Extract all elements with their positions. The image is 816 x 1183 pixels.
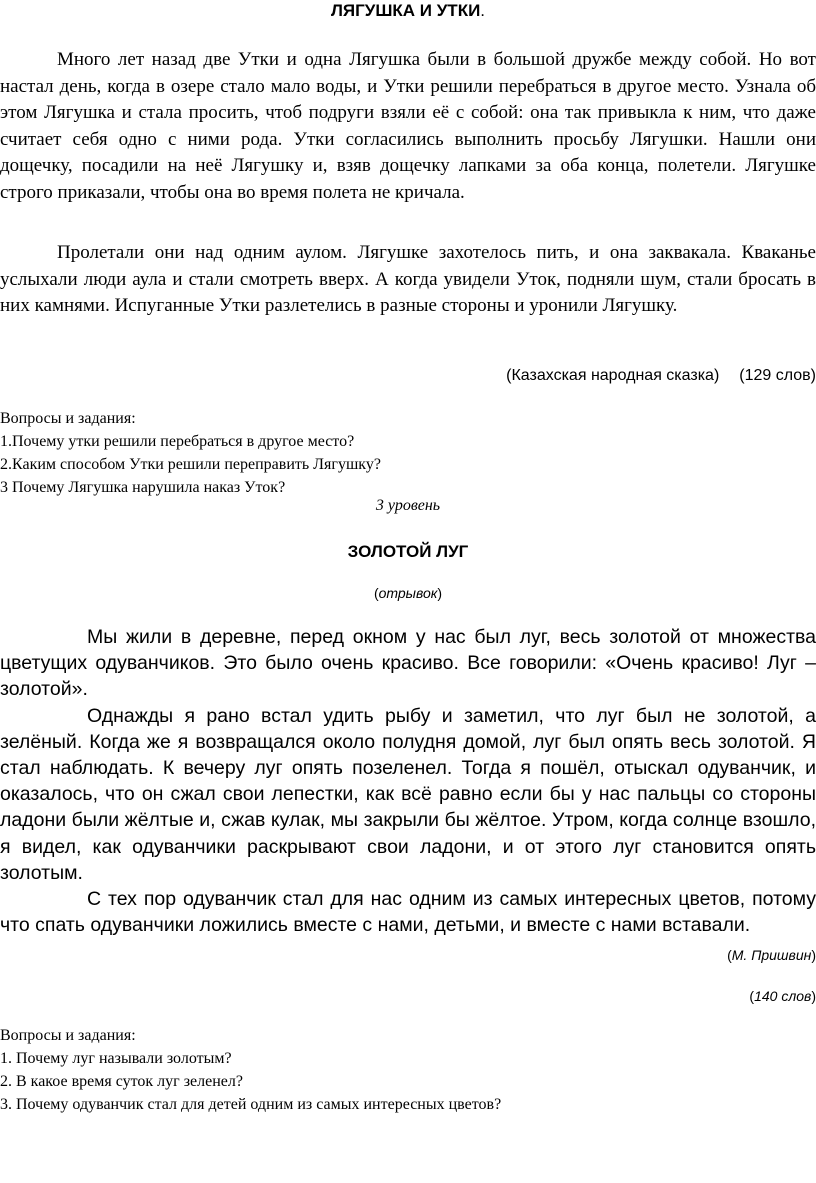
question-item: 2.Каким способом Утки решили переправить Лягушку? (0, 456, 381, 473)
story1-title-text: ЛЯГУШКА И УТКИ (330, 1, 481, 20)
story1-paragraph-1 (0, 47, 816, 206)
paragraph-text: Много лет назад две Утки и одна Лягушка были в большой дружбе между собой. Но вот настал день, когда в озере стало мало воды, и Утки решили перебраться в другое место. Узнала об этом Лягушка и стала просить, чтоб подруги взяли её с собой: она так привыкла к ним, что даже считает себя одно с ними рода. Утки согласились выполнить просьбу Лягушки. Нашли они дощечку, посадили на неё Лягушку и, взяв дощечку лапками за оба конца, полетели. Лягушке строго приказали, чтобы она во время полета не кричала. (0, 49, 816, 203)
question-item: 2. В какое время суток луг зеленел? (0, 1073, 243, 1090)
paragraph-text: Пролетали они над одним аулом. Лягушке захотелось пить, и она заквакала. Кваканье услыхали люди аула и стали смотреть вверх. А когда увидели Уток, подняли шум, стали бросать в них камнями. Испуганные Утки разлетелись в разные стороны и уронили Лягушку. (0, 242, 816, 316)
count-open-paren: ( (749, 988, 755, 1004)
story1-title-dot: . (480, 1, 486, 20)
story1-title (0, 0, 816, 22)
level-label: 3 уровень (375, 497, 441, 514)
subtitle-open-paren: ( (373, 585, 379, 601)
story2-subtitle (0, 584, 816, 602)
question-item: 1. Почему луг называли золотым? (0, 1050, 232, 1067)
story2-word-count (0, 987, 816, 1005)
story2-paragraph-2: Однажды я рано встал удить рыбу и заметил, что луг был не золотой, а зелёный. Когда же я возвращался около полудня домой, луг был опять весь золотой. Я стал наблюдать. К вечеру луг опять позеленел. Тогда я пошёл, отыскал одуванчик, и оказалось, что он сжал свои лепестки, как всё равно если бы у нас пальцы со стороны ладони были жёлтые и, сжав кулак, мы закрыли бы жёлтое. Утром, когда солнце взошло, я видел, как одуванчики раскрывают свои ладони, и от этого луг становится опять золотым. (0, 704, 816, 884)
story2-author (0, 946, 816, 964)
question-item: 1.Почему утки решили перебраться в другое место? (0, 433, 355, 450)
questions-header: Вопросы и задания: (0, 1027, 136, 1044)
word-count-text: 140 слов (754, 988, 812, 1004)
subtitle-text: отрывок (378, 585, 438, 601)
question-item: 3. Почему одуванчик стал для детей одним из самых интересных цветов? (0, 1096, 502, 1113)
story2-paragraph-1: Мы жили в деревне, перед окном у нас был луг, весь золотой от множества цветущих одуванчиков. Это было очень красиво. Все говорили: «Очень красиво! Луг – золотой». (0, 626, 816, 701)
author-open-paren: ( (727, 947, 732, 963)
story2-paragraph-3: С тех пор одуванчик стал для нас одним из самых интересных цветов, потому что спать одуванчики ложились вместе с нами, детьми, и вместе с нами вставали. (0, 888, 816, 937)
question-item: 3 Почему Лягушка нарушила наказ Уток? (0, 479, 286, 496)
story2-title: ЗОЛОТОЙ ЛУГ (347, 542, 469, 561)
story1-word-count: (129 слов) (739, 367, 816, 384)
subtitle-close-paren: ) (437, 585, 443, 601)
count-close-paren: ) (811, 988, 816, 1004)
story1-source-text: (Казахская народная сказка) (506, 367, 720, 384)
story1-source (0, 366, 816, 386)
story1-paragraph-2 (0, 240, 816, 320)
story2-body (0, 624, 816, 938)
questions-header: Вопросы и задания: (0, 410, 136, 427)
story2-questions (0, 1024, 816, 1116)
story1-questions (0, 407, 816, 499)
author-name: М. Пришвин (731, 947, 812, 963)
author-close-paren: ) (811, 947, 816, 963)
